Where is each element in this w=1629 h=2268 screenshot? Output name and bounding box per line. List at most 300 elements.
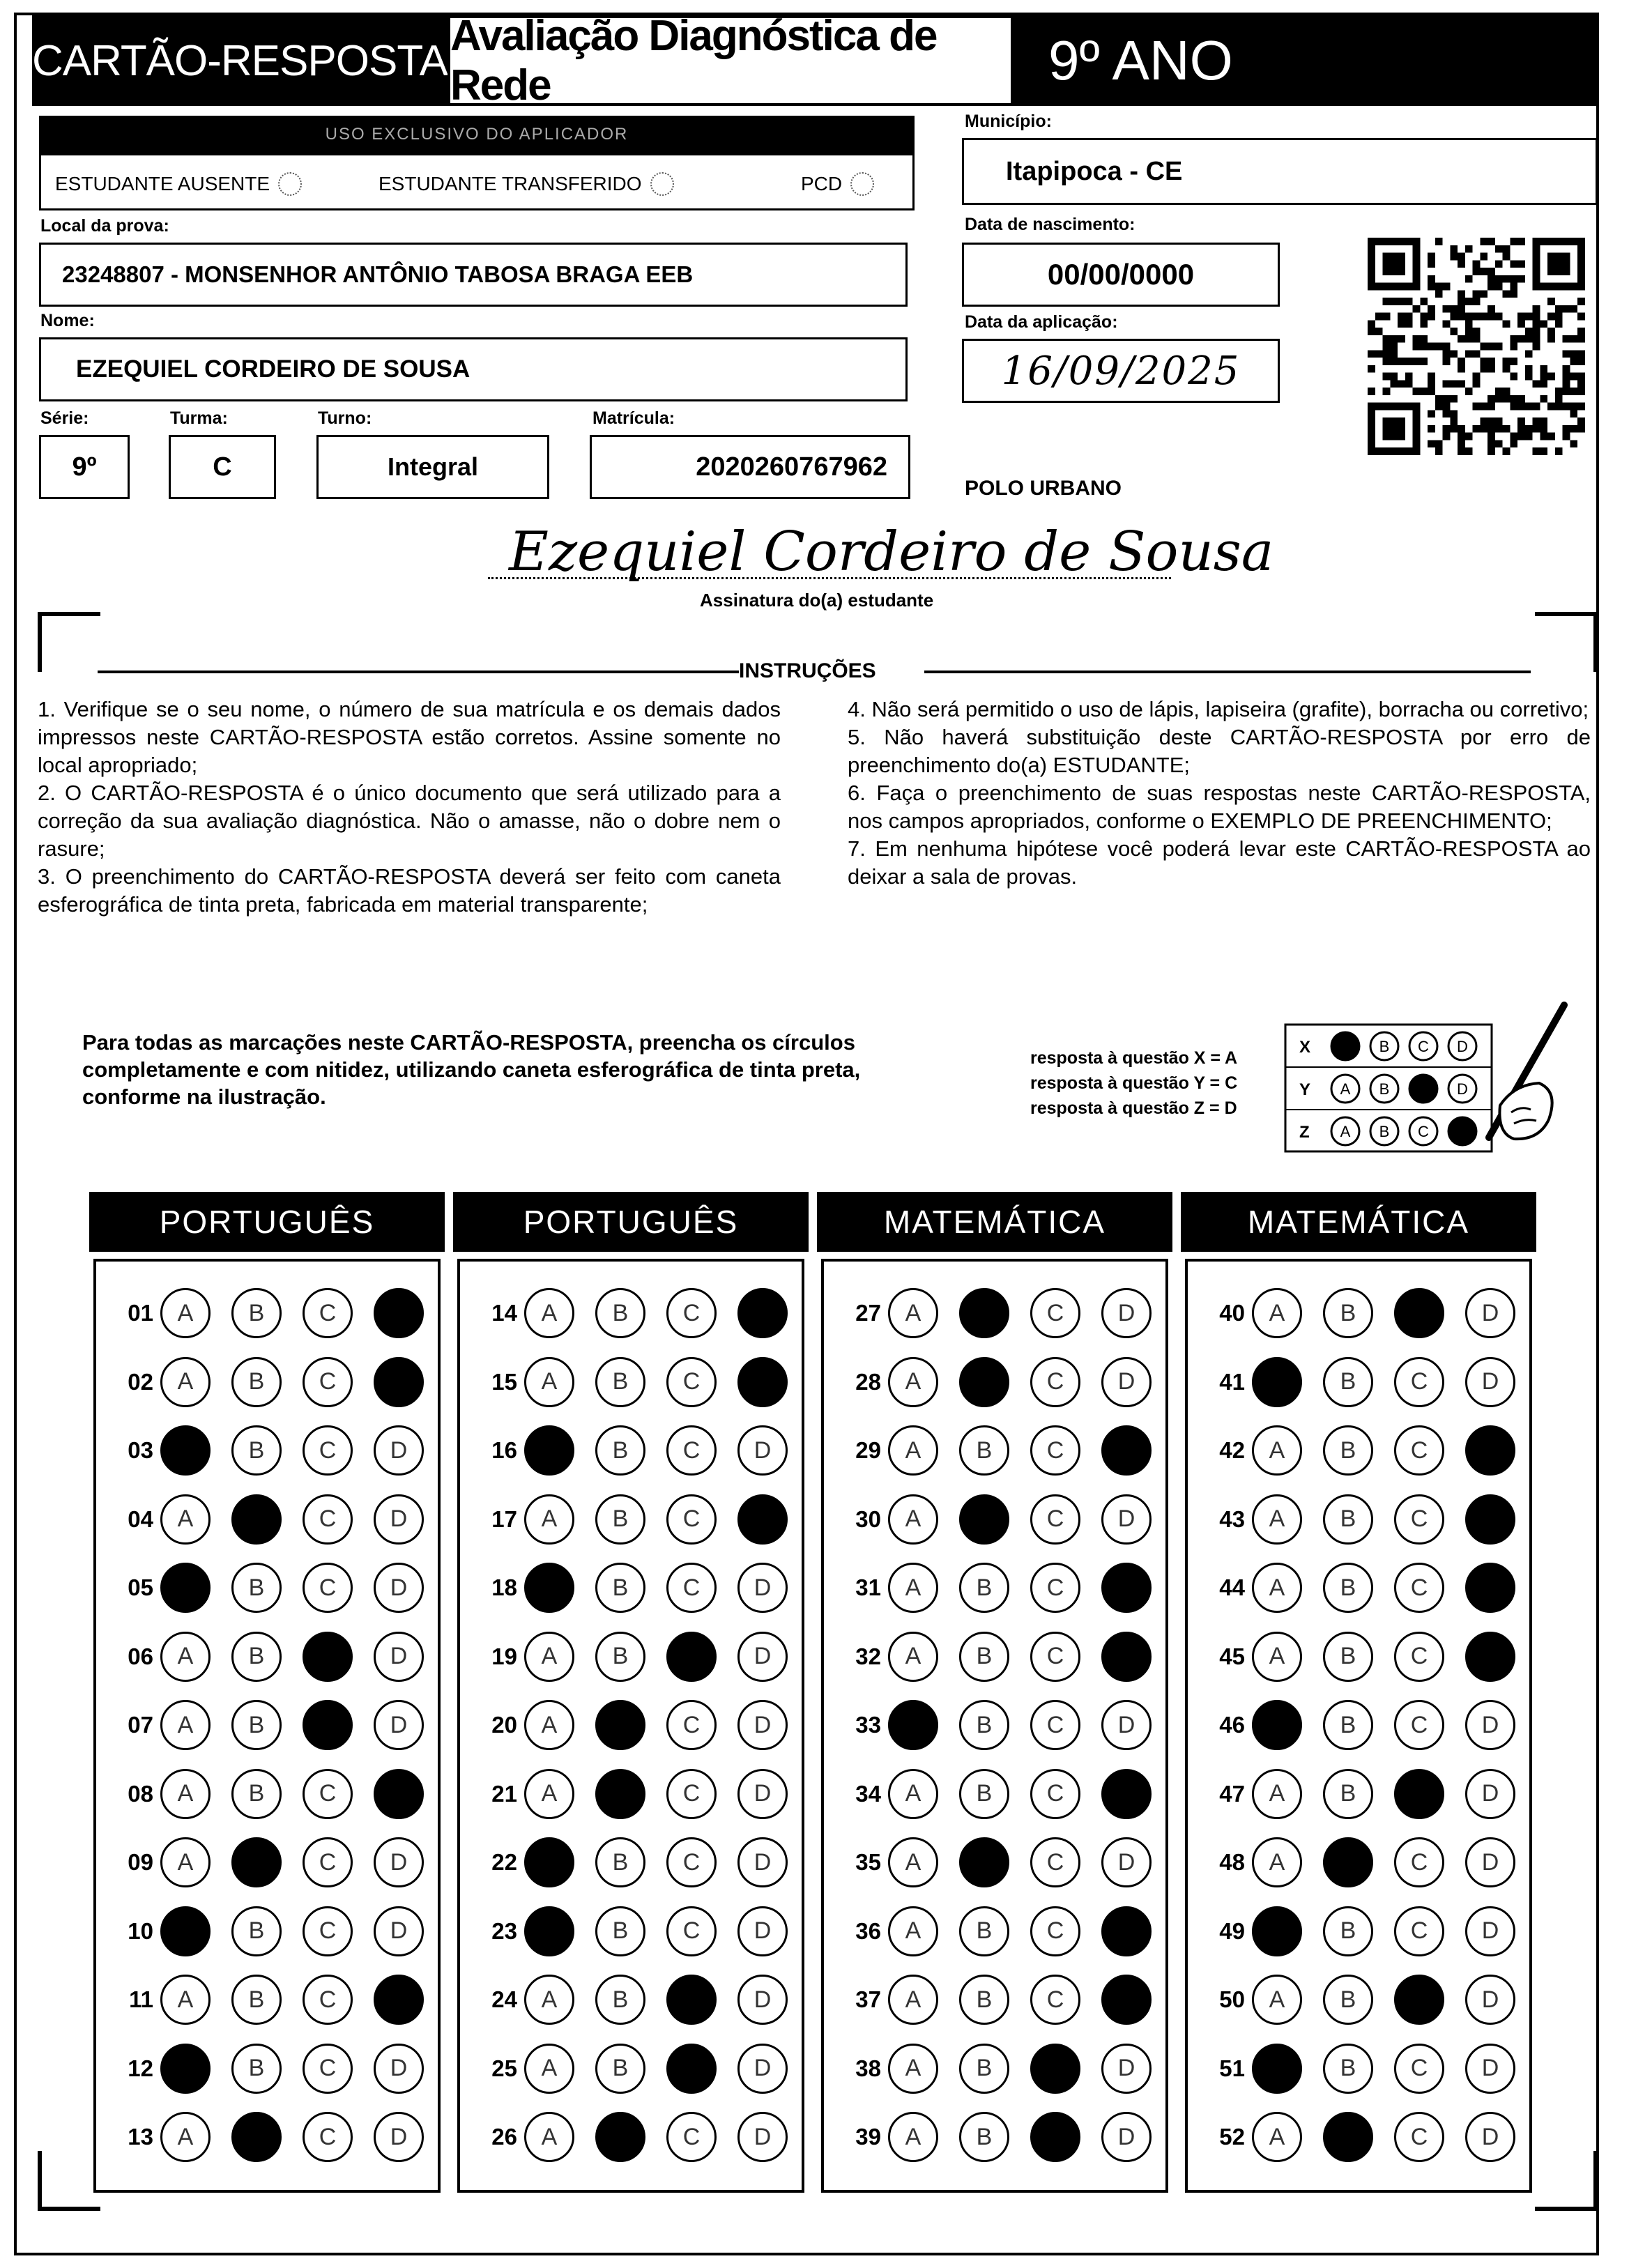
example-label-y: resposta à questão Y = C	[1030, 1073, 1238, 1093]
answer-bubble-c[interactable]: C	[303, 2044, 353, 2094]
question-number: 49	[1219, 1917, 1245, 1944]
answer-bubble-b[interactable]: B	[1323, 1288, 1373, 1338]
question-number: 03	[128, 1437, 153, 1463]
question-number: 14	[491, 1300, 517, 1326]
question-row	[1195, 1353, 1515, 1411]
turno-label: Turno:	[318, 408, 372, 428]
svg-text:A: A	[1340, 1123, 1351, 1140]
answer-bubble-b[interactable]	[959, 1494, 1009, 1545]
answer-bubble-c[interactable]: C	[666, 1494, 717, 1545]
question-row	[467, 1902, 788, 1961]
answer-bubble-d[interactable]	[1101, 1975, 1152, 2025]
answer-bubble-a[interactable]	[160, 1425, 211, 1476]
serie-field: 9º	[39, 435, 130, 499]
answer-bubble-a[interactable]: A	[888, 1769, 938, 1819]
answer-bubble-a[interactable]: A	[888, 1632, 938, 1682]
answer-bubble-d[interactable]: D	[1465, 1837, 1515, 1887]
question-number: 37	[855, 1986, 881, 2012]
answer-bubble-c[interactable]: C	[1030, 1425, 1080, 1476]
question-row	[1195, 1765, 1515, 1823]
signature-line	[488, 577, 1171, 579]
answer-bubble-c[interactable]: C	[1394, 1906, 1444, 1956]
question-row	[1195, 1284, 1515, 1342]
answer-bubble-b[interactable]: B	[1323, 1425, 1373, 1476]
example-bubble	[1409, 1075, 1437, 1103]
answer-bubble-d[interactable]: D	[374, 1632, 424, 1682]
answer-bubble-d[interactable]: D	[374, 1906, 424, 1956]
example-label-x: resposta à questão X = A	[1030, 1048, 1238, 1068]
answer-bubble-b[interactable]	[595, 1700, 645, 1750]
answer-bubble-c[interactable]: C	[303, 1769, 353, 1819]
answer-bubble-a[interactable]	[1252, 2044, 1302, 2094]
answer-bubble-b[interactable]	[595, 2112, 645, 2162]
question-row	[1195, 1970, 1515, 2029]
answer-bubble-b[interactable]: B	[595, 1837, 645, 1887]
answer-bubble-d[interactable]: D	[737, 1837, 788, 1887]
answer-bubble-b[interactable]: B	[1323, 1494, 1373, 1545]
answer-bubble-c[interactable]	[303, 1632, 353, 1682]
question-number: 40	[1219, 1300, 1245, 1326]
answer-bubble-a[interactable]: A	[888, 1357, 938, 1407]
answer-bubble-d[interactable]: D	[1465, 2044, 1515, 2094]
answer-bubble-d[interactable]: D	[374, 1563, 424, 1613]
municipio-field: Itapipoca - CE	[962, 138, 1598, 205]
answer-bubble-c[interactable]: C	[303, 1425, 353, 1476]
answer-bubble-c[interactable]: C	[303, 1837, 353, 1887]
answer-bubble-c[interactable]	[666, 2044, 717, 2094]
answer-bubble-d[interactable]: D	[374, 2112, 424, 2162]
answer-bubble-a[interactable]: A	[888, 1425, 938, 1476]
svg-text:C: C	[1418, 1123, 1429, 1140]
answer-bubble-a[interactable]: A	[1252, 1837, 1302, 1887]
answer-bubble-a[interactable]: A	[888, 1837, 938, 1887]
answer-bubble-a[interactable]: A	[160, 1975, 211, 2025]
question-number: 39	[855, 2124, 881, 2150]
section-header-3: MATEMÁTICA	[817, 1192, 1172, 1252]
turma-field: C	[169, 435, 276, 499]
pcd-option[interactable]	[801, 172, 874, 196]
answer-bubble-c[interactable]: C	[1030, 1769, 1080, 1819]
answer-bubble-d[interactable]: D	[737, 1975, 788, 2025]
answer-bubble-d[interactable]: D	[737, 1563, 788, 1613]
matricula-label: Matrícula:	[592, 408, 675, 428]
answer-bubble-b[interactable]: B	[1323, 1563, 1373, 1613]
answer-bubble-d[interactable]	[1101, 1425, 1152, 1476]
answer-bubble-d[interactable]: D	[737, 1425, 788, 1476]
answer-bubble-b[interactable]: B	[959, 2112, 1009, 2162]
answer-bubble-a[interactable]: A	[888, 1975, 938, 2025]
answer-bubble-d[interactable]	[737, 1357, 788, 1407]
question-number: 35	[855, 1849, 881, 1875]
answer-bubble-a[interactable]	[160, 1563, 211, 1613]
answer-bubble-b[interactable]: B	[595, 1563, 645, 1613]
answer-bubble-d[interactable]: D	[1101, 1288, 1152, 1338]
answer-bubble-c[interactable]: C	[1030, 1975, 1080, 2025]
answer-bubble-c[interactable]: C	[1030, 1837, 1080, 1887]
answer-bubble-d[interactable]: D	[1101, 1700, 1152, 1750]
question-number: 36	[855, 1917, 881, 1944]
question-row	[103, 1558, 424, 1617]
question-row	[1195, 1627, 1515, 1686]
fill-instruction: Para todas as marcações neste CARTÃO-RESPOSTA, preencha os círculos completamente e com nitidez, utilizando caneta esferográfica de tinta preta, conforme na ilustração.	[82, 1030, 861, 1109]
answer-bubble-a[interactable]: A	[524, 2044, 574, 2094]
pcd-label: PCD	[801, 173, 843, 194]
answer-bubble-d[interactable]	[1465, 1425, 1515, 1476]
answer-bubble-c[interactable]: C	[1394, 1494, 1444, 1545]
answer-bubble-d[interactable]	[1101, 1769, 1152, 1819]
question-row	[103, 1696, 424, 1754]
answer-bubble-c[interactable]	[1030, 2044, 1080, 2094]
answer-bubble-c[interactable]: C	[303, 1357, 353, 1407]
answer-bubble-c[interactable]: C	[1394, 1700, 1444, 1750]
answer-bubble-a[interactable]	[160, 2044, 211, 2094]
answer-bubble-b[interactable]: B	[231, 1288, 282, 1338]
answer-bubble-c[interactable]: C	[303, 2112, 353, 2162]
answer-bubble-b[interactable]	[231, 1494, 282, 1545]
answer-bubble-a[interactable]: A	[888, 1494, 938, 1545]
answer-bubble-c[interactable]: C	[666, 1288, 717, 1338]
question-number: 26	[491, 2124, 517, 2150]
answer-bubble-b[interactable]: B	[1323, 1357, 1373, 1407]
answer-bubble-c[interactable]	[1394, 1288, 1444, 1338]
answer-bubble-c[interactable]: C	[666, 1906, 717, 1956]
question-number: 43	[1219, 1505, 1245, 1532]
answer-bubble-b[interactable]	[1323, 2112, 1373, 2162]
question-row	[1195, 2108, 1515, 2166]
answer-bubble-c[interactable]: C	[1030, 1632, 1080, 1682]
question-number: 04	[128, 1505, 153, 1532]
answer-bubble-a[interactable]	[160, 1906, 211, 1956]
answer-bubble-b[interactable]: B	[595, 1357, 645, 1407]
answer-bubble-c[interactable]	[303, 1700, 353, 1750]
answer-bubble-a[interactable]	[1252, 1700, 1302, 1750]
answer-bubble-c[interactable]: C	[666, 1357, 717, 1407]
answer-bubble-d[interactable]: D	[1465, 1906, 1515, 1956]
answer-bubble-b[interactable]: B	[595, 1288, 645, 1338]
answer-bubble-d[interactable]	[1465, 1632, 1515, 1682]
answer-bubble-b[interactable]: B	[595, 1494, 645, 1545]
answer-bubble-b[interactable]: B	[959, 1425, 1009, 1476]
answer-bubble-a[interactable]: A	[160, 1837, 211, 1887]
answer-bubble-b[interactable]: B	[1323, 1906, 1373, 1956]
question-row	[1195, 1558, 1515, 1617]
answer-bubble-d[interactable]: D	[1101, 2112, 1152, 2162]
answer-bubble-d[interactable]: D	[374, 2044, 424, 2094]
answer-bubble-a[interactable]: A	[1252, 1769, 1302, 1819]
answer-bubble-b[interactable]: B	[959, 1769, 1009, 1819]
answer-bubble-a[interactable]: A	[888, 1906, 938, 1956]
question-number: 11	[129, 1986, 153, 2012]
transferred-option[interactable]	[378, 172, 674, 196]
answer-bubble-b[interactable]: B	[595, 1632, 645, 1682]
question-row	[467, 2108, 788, 2166]
question-row	[103, 1902, 424, 1961]
answer-bubble-a[interactable]: A	[524, 1769, 574, 1819]
serie-label: Série:	[40, 408, 89, 428]
answer-bubble-b[interactable]: B	[1323, 1975, 1373, 2025]
question-row	[831, 1970, 1152, 2029]
answer-bubble-a[interactable]	[1252, 1357, 1302, 1407]
answer-bubble-c[interactable]: C	[303, 1563, 353, 1613]
answer-bubble-d[interactable]	[374, 1975, 424, 2025]
answer-bubble-b[interactable]: B	[231, 1357, 282, 1407]
question-row	[103, 1490, 424, 1549]
answer-bubble-c[interactable]: C	[1030, 1700, 1080, 1750]
question-number: 16	[491, 1437, 517, 1463]
example-question-label: Z	[1299, 1123, 1310, 1142]
answer-bubble-a[interactable]	[524, 1425, 574, 1476]
transferred-circle[interactable]	[650, 172, 674, 196]
question-row	[103, 2039, 424, 2098]
question-row	[831, 1284, 1152, 1342]
answer-bubble-d[interactable]: D	[1465, 1769, 1515, 1819]
answer-bubble-c[interactable]: C	[1394, 2112, 1444, 2162]
answer-bubble-a[interactable]: A	[524, 1288, 574, 1338]
answer-bubble-d[interactable]: D	[1101, 1837, 1152, 1887]
question-number: 10	[128, 1917, 153, 1944]
pcd-circle[interactable]	[850, 172, 874, 196]
answer-bubble-b[interactable]: B	[595, 2044, 645, 2094]
absent-circle[interactable]	[278, 172, 302, 196]
answer-bubble-d[interactable]	[1101, 1906, 1152, 1956]
absent-option[interactable]	[55, 172, 302, 196]
answer-bubble-b[interactable]: B	[231, 1563, 282, 1613]
instruction-2: 2. O CARTÃO-RESPOSTA é o único documento que será utilizado para a correção da sua avaliação diagnóstica. Não o amasse, não o dobre nem o rasure;	[38, 781, 781, 861]
question-number: 44	[1219, 1574, 1245, 1600]
question-number: 20	[491, 1712, 517, 1738]
answer-bubble-d[interactable]: D	[1101, 1357, 1152, 1407]
question-row	[831, 1421, 1152, 1480]
answer-bubble-a[interactable]: A	[1252, 1563, 1302, 1613]
instruction-3: 3. O preenchimento do CARTÃO-RESPOSTA deverá ser feito com caneta esferográfica de tinta preta, fabricada em material transparente;	[38, 864, 781, 917]
answer-bubble-c[interactable]: C	[666, 2112, 717, 2162]
question-number: 38	[855, 2055, 881, 2081]
answer-bubble-d[interactable]: D	[1101, 1494, 1152, 1545]
answer-bubble-c[interactable]: C	[303, 1906, 353, 1956]
answer-bubble-a[interactable]: A	[524, 1494, 574, 1545]
answer-bubble-d[interactable]	[1465, 1494, 1515, 1545]
answer-bubble-a[interactable]	[524, 1563, 574, 1613]
answer-bubble-d[interactable]	[1101, 1563, 1152, 1613]
answer-bubble-c[interactable]	[1394, 1975, 1444, 2025]
answer-bubble-a[interactable]: A	[160, 1357, 211, 1407]
instructions-rule-right	[924, 671, 1531, 673]
answer-bubble-d[interactable]: D	[374, 1700, 424, 1750]
answer-bubble-c[interactable]: C	[666, 1700, 717, 1750]
answer-bubble-b[interactable]: B	[595, 1975, 645, 2025]
answer-bubble-d[interactable]: D	[1465, 1288, 1515, 1338]
answer-bubble-b[interactable]: B	[959, 1632, 1009, 1682]
answer-bubble-a[interactable]: A	[1252, 2112, 1302, 2162]
answer-bubble-c[interactable]: C	[666, 1425, 717, 1476]
answer-bubble-d[interactable]: D	[737, 1769, 788, 1819]
answer-bubble-b[interactable]	[959, 1357, 1009, 1407]
matricula-field: 2020260767962	[590, 435, 910, 499]
answer-bubble-c[interactable]	[666, 1632, 717, 1682]
answer-bubble-c[interactable]: C	[1030, 1357, 1080, 1407]
answer-bubble-c[interactable]: C	[1394, 1837, 1444, 1887]
answer-bubble-d[interactable]: D	[374, 1837, 424, 1887]
answer-bubble-b[interactable]: B	[1323, 1769, 1373, 1819]
answer-bubble-b[interactable]: B	[959, 1700, 1009, 1750]
answer-bubble-a[interactable]	[524, 1837, 574, 1887]
instructions-title: INSTRUÇÕES	[739, 659, 876, 682]
answer-bubble-b[interactable]	[231, 2112, 282, 2162]
answer-bubble-a[interactable]: A	[524, 1357, 574, 1407]
answer-bubble-d[interactable]	[1101, 1632, 1152, 1682]
instructions-left	[38, 696, 781, 919]
answer-bubble-d[interactable]: D	[1465, 2112, 1515, 2162]
instruction-5: 5. Não haverá substituição deste CARTÃO-RESPOSTA por erro de preenchimento do(a) ESTUDANTE;	[848, 725, 1591, 777]
answer-bubble-a[interactable]: A	[160, 1700, 211, 1750]
answer-bubble-c[interactable]	[666, 1975, 717, 2025]
answer-bubble-a[interactable]: A	[1252, 1632, 1302, 1682]
answer-bubble-d[interactable]: D	[374, 1494, 424, 1545]
answer-bubble-a[interactable]	[888, 1700, 938, 1750]
answer-bubble-b[interactable]	[1323, 1837, 1373, 1887]
answer-bubble-c[interactable]: C	[666, 1769, 717, 1819]
answer-bubble-a[interactable]: A	[160, 1288, 211, 1338]
answer-bubble-b[interactable]: B	[959, 1563, 1009, 1613]
question-row	[1195, 1490, 1515, 1549]
answer-bubble-b[interactable]: B	[595, 1906, 645, 1956]
answer-bubble-b[interactable]: B	[595, 1425, 645, 1476]
svg-text:B: B	[1379, 1038, 1390, 1055]
answer-bubble-d[interactable]	[374, 1288, 424, 1338]
question-number: 25	[491, 2055, 517, 2081]
answer-bubble-b[interactable]: B	[959, 1975, 1009, 2025]
answer-bubble-b[interactable]: B	[1323, 1700, 1373, 1750]
question-number: 33	[855, 1712, 881, 1738]
question-row	[103, 1284, 424, 1342]
question-row	[831, 1627, 1152, 1686]
answer-bubble-b[interactable]: B	[231, 2044, 282, 2094]
answer-bubble-a[interactable]: A	[160, 1769, 211, 1819]
answer-bubble-c[interactable]	[1030, 2112, 1080, 2162]
answer-bubble-b[interactable]: B	[231, 1425, 282, 1476]
question-row	[831, 1558, 1152, 1617]
answer-bubble-d[interactable]	[1465, 1563, 1515, 1613]
answer-bubble-d[interactable]: D	[737, 2044, 788, 2094]
answer-bubble-c[interactable]: C	[1394, 1357, 1444, 1407]
application-date-label: Data da aplicação:	[965, 312, 1118, 332]
answer-bubble-a[interactable]: A	[524, 1975, 574, 2025]
answer-bubble-c[interactable]: C	[1394, 2044, 1444, 2094]
instruction-7: 7. Em nenhuma hipótese você poderá levar este CARTÃO-RESPOSTA ao deixar a sala de provas.	[848, 836, 1591, 889]
question-number: 47	[1219, 1780, 1245, 1807]
answer-bubble-b[interactable]: B	[959, 2044, 1009, 2094]
question-row	[831, 1353, 1152, 1411]
example-labels	[1030, 1045, 1237, 1121]
section-header-1: PORTUGUÊS	[89, 1192, 445, 1252]
question-row	[103, 1833, 424, 1892]
answer-bubble-a[interactable]: A	[1252, 1288, 1302, 1338]
answer-bubble-c[interactable]: C	[666, 1563, 717, 1613]
answer-bubble-d[interactable]: D	[1465, 1700, 1515, 1750]
answer-bubble-c[interactable]: C	[666, 1837, 717, 1887]
answer-bubble-d[interactable]: D	[737, 1632, 788, 1682]
answer-bubble-d[interactable]	[737, 1494, 788, 1545]
answer-bubble-c[interactable]: C	[303, 1288, 353, 1338]
answer-bubble-d[interactable]: D	[737, 1906, 788, 1956]
answer-bubble-b[interactable]: B	[1323, 1632, 1373, 1682]
answer-bubble-a[interactable]	[1252, 1906, 1302, 1956]
answer-bubble-a[interactable]: A	[524, 1700, 574, 1750]
answer-bubble-b[interactable]	[959, 1837, 1009, 1887]
answer-bubble-c[interactable]: C	[303, 1494, 353, 1545]
question-number: 05	[128, 1574, 153, 1600]
question-number: 50	[1219, 1986, 1245, 2012]
answer-bubble-a[interactable]: A	[1252, 1975, 1302, 2025]
svg-text:A: A	[1340, 1080, 1351, 1098]
answer-bubble-c[interactable]: C	[1030, 1563, 1080, 1613]
answer-bubble-a[interactable]: A	[888, 2044, 938, 2094]
question-number: 07	[128, 1712, 153, 1738]
answer-bubble-a[interactable]: A	[888, 1563, 938, 1613]
answer-bubble-c[interactable]: C	[303, 1975, 353, 2025]
answer-bubble-a[interactable]: A	[888, 1288, 938, 1338]
answer-bubble-b[interactable]	[959, 1288, 1009, 1338]
question-row	[831, 2039, 1152, 2098]
answer-bubble-d[interactable]: D	[1101, 2044, 1152, 2094]
answer-bubble-b[interactable]: B	[1323, 2044, 1373, 2094]
question-row	[103, 1627, 424, 1686]
question-row	[103, 1765, 424, 1823]
answer-bubble-d[interactable]: D	[1465, 1975, 1515, 2025]
answer-bubble-d[interactable]	[374, 1769, 424, 1819]
answer-bubble-b[interactable]: B	[231, 1700, 282, 1750]
answer-bubble-a[interactable]: A	[524, 2112, 574, 2162]
answer-bubble-a[interactable]: A	[524, 1632, 574, 1682]
answer-bubble-c[interactable]: C	[1394, 1632, 1444, 1682]
corner-mark-top-left	[38, 612, 100, 672]
answer-bubble-c[interactable]	[1394, 1769, 1444, 1819]
svg-text:B: B	[1379, 1080, 1390, 1098]
answer-bubble-c[interactable]: C	[1030, 1494, 1080, 1545]
answer-bubble-d[interactable]: D	[737, 2112, 788, 2162]
example-question-label: Y	[1299, 1080, 1311, 1099]
answer-bubble-c[interactable]: C	[1394, 1563, 1444, 1613]
answer-bubble-a[interactable]: A	[1252, 1425, 1302, 1476]
question-number: 30	[855, 1505, 881, 1532]
answer-bubble-b[interactable]	[595, 1769, 645, 1819]
answer-bubble-b[interactable]: B	[231, 1769, 282, 1819]
fill-example-illustration	[1284, 1023, 1493, 1153]
answer-bubble-d[interactable]	[737, 1288, 788, 1338]
answer-bubble-c[interactable]: C	[1394, 1425, 1444, 1476]
answer-bubble-b[interactable]: B	[959, 1906, 1009, 1956]
answer-bubble-a[interactable]: A	[160, 1632, 211, 1682]
answer-bubble-b[interactable]: B	[231, 1632, 282, 1682]
answer-bubble-a[interactable]: A	[888, 2112, 938, 2162]
question-number: 41	[1219, 1368, 1245, 1395]
answer-bubble-a[interactable]	[524, 1906, 574, 1956]
question-row	[1195, 1696, 1515, 1754]
answer-bubble-a[interactable]: A	[160, 1494, 211, 1545]
answer-bubble-b[interactable]: B	[231, 1906, 282, 1956]
answer-bubble-a[interactable]: A	[160, 2112, 211, 2162]
answer-bubble-d[interactable]: D	[374, 1425, 424, 1476]
answer-bubble-c[interactable]: C	[1030, 1288, 1080, 1338]
answer-bubble-d[interactable]: D	[737, 1700, 788, 1750]
answer-bubble-b[interactable]	[231, 1837, 282, 1887]
answer-bubble-c[interactable]: C	[1030, 1906, 1080, 1956]
instruction-1: 1. Verifique se o seu nome, o número de sua matrícula e os demais dados impressos neste CARTÃO-RESPOSTA estão corretos. Assine somente no local apropriado;	[38, 697, 781, 777]
answer-bubble-d[interactable]: D	[1465, 1357, 1515, 1407]
answer-bubble-a[interactable]: A	[1252, 1494, 1302, 1545]
answer-bubble-b[interactable]: B	[231, 1975, 282, 2025]
answer-bubble-d[interactable]	[374, 1357, 424, 1407]
